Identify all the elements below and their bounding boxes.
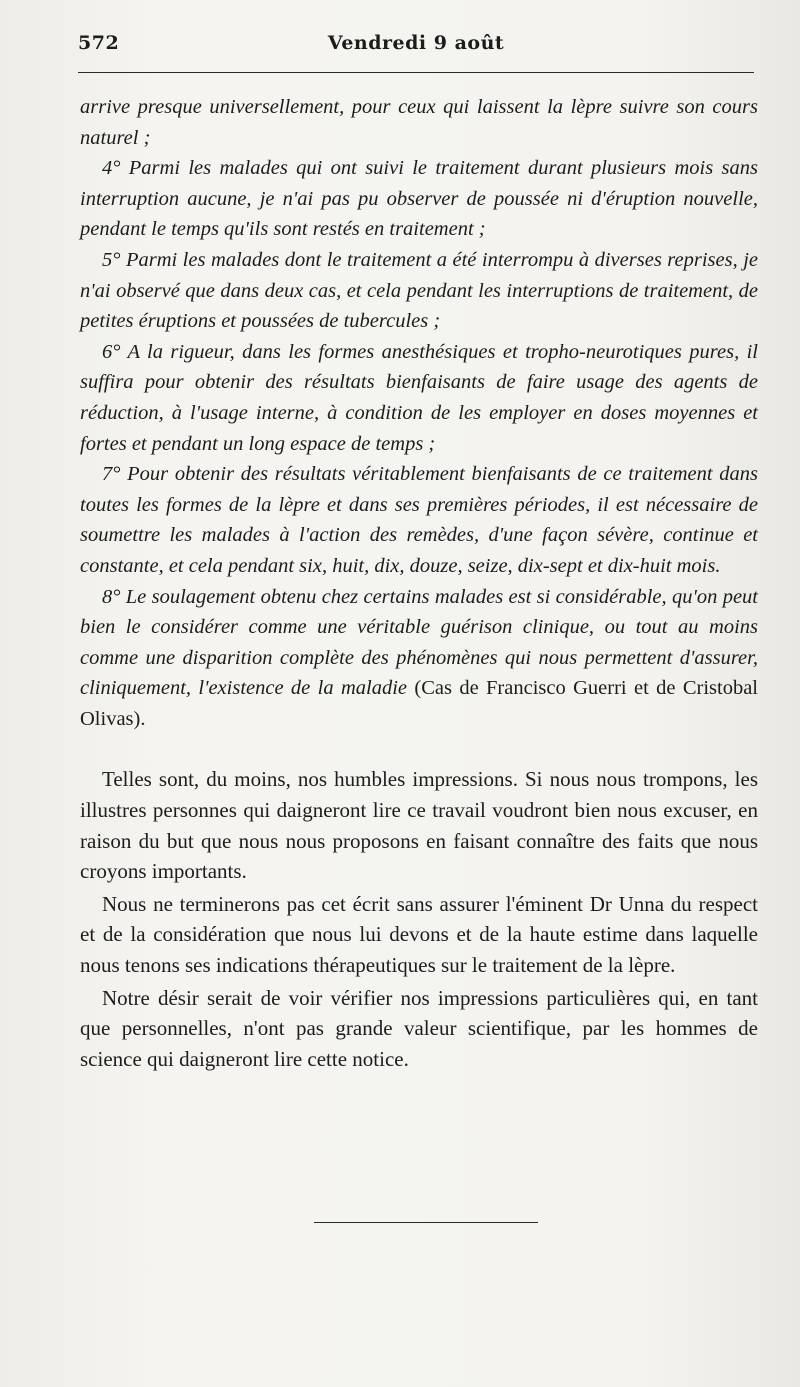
running-title: Vendredi 9 août xyxy=(327,32,505,54)
conclusion-4: 4° Parmi les malades qui ont suivi le traitement durant plusieurs mois sans interruption aucune, je n'ai pas pu observer de poussée ni d'éruption nouvelle, pendant le temps qu'ils sont restés en traitement ; xyxy=(80,157,758,241)
page-body xyxy=(80,92,758,1074)
closing-paragraph-2: Nous ne terminerons pas cet écrit sans assurer l'éminent Dr Unna du respect et de la considération que nous lui devons et de la haute estime dans laquelle nous tenons ses indications thérapeutiques sur le traitement de la lèpre. xyxy=(80,891,758,978)
closing-remarks xyxy=(80,764,758,1074)
conclusions-list xyxy=(80,92,758,734)
conclusion-continuation: arrive presque universellement, pour ceux qui laissent la lèpre suivre son cours naturel ; xyxy=(80,96,758,149)
page-number: 572 xyxy=(78,32,120,54)
conclusion-5: 5° Parmi les malades dont le traitement a été interrompu à diverses reprises, je n'ai observé que dans deux cas, et cela pendant les interruptions de traitement, de petites éruptions et poussées de tubercules ; xyxy=(80,248,758,333)
header-rule xyxy=(78,72,754,73)
conclusion-8-cases: (Cas de Francisco Guerri et de Cristobal Olivas). xyxy=(80,677,759,730)
closing-paragraph-3: Notre désir serait de voir vérifier nos impressions particulières qui, en tant que personnelles, n'ont pas grande valeur scientifique, par les hommes de science qui daigneront lire cette notice. xyxy=(80,985,758,1071)
closing-paragraph-1: Telles sont, du moins, nos humbles impressions. Si nous nous trompons, les illustres personnes qui daigneront lire ce travail voudront bien nous excuser, en raison du but que nous nous proposons en faisant connaître des faits que nous croyons importants. xyxy=(80,767,758,884)
conclusion-6: 6° A la rigueur, dans les formes anesthésiques et tropho-neurotiques pures, il suffira pour obtenir des résultats bienfaisants de faire usage des agents de réduction, à l'usage interne, à condition de les employer en doses moyennes et fortes et pendant un long espace de temps ; xyxy=(80,340,758,455)
conclusion-8-text: 8° Le soulagement obtenu chez certains malades est si considérable, qu'on peut bien le considérer comme une véritable guérison clinique, ou tout au moins comme une disparition complète des phénomènes qui nous permettent d'assurer, cliniquement, l'existence de la maladie xyxy=(80,585,758,700)
conclusion-7: 7° Pour obtenir des résultats véritablement bienfaisants de ce traitement dans toutes les formes de la lèpre et dans ses premières périodes, il est nécessaire de soumettre les malades à l'action des remèdes, d'une façon sévère, continue et constante, et cela pendant six, huit, dix, douze, seize, dix-sept et dix-huit mois. xyxy=(80,463,758,577)
page-header xyxy=(78,32,754,62)
end-rule xyxy=(314,1222,538,1223)
conclusion-8 xyxy=(80,582,758,735)
